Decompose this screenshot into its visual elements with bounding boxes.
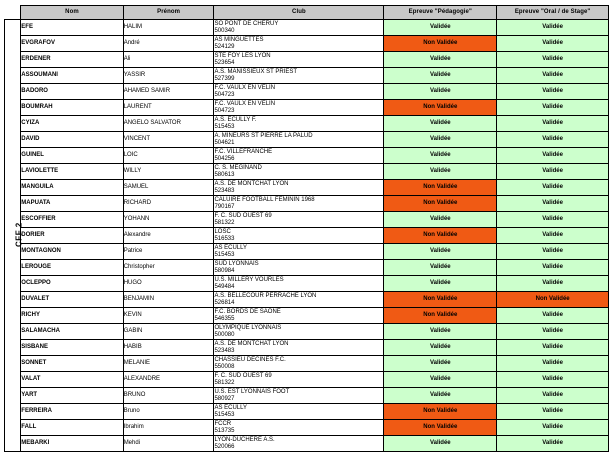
club-number: 580613 (214, 171, 235, 178)
club-name: CALUIRE FOOTBALL FEMININ 1968 (214, 196, 315, 203)
club-name: SO PONT DE CHERUY (214, 20, 279, 27)
status-badge-oral-stage: Validée (497, 132, 609, 148)
cell-prenom: GABIN (123, 324, 214, 340)
side-header-spacer (5, 6, 21, 20)
cell-club (214, 100, 384, 116)
table-row (5, 404, 609, 420)
club-number: 523483 (214, 347, 235, 354)
status-badge-oral-stage: Validée (497, 420, 609, 436)
cell-nom: MEBARKI (21, 436, 123, 452)
status-badge-pedagogie: Non Validée (384, 180, 497, 196)
cell-club (214, 68, 384, 84)
cell-nom: FERREIRA (21, 404, 123, 420)
cell-nom: SONNET (21, 356, 123, 372)
club-name: F.C. VILLEFRANCHE (214, 148, 273, 155)
cell-prenom: LAURENT (123, 100, 214, 116)
status-badge-pedagogie: Validée (384, 164, 497, 180)
club-number: 504256 (214, 155, 235, 162)
club-number: 504723 (214, 91, 235, 98)
table-header (5, 6, 609, 20)
cell-club (214, 372, 384, 388)
cell-nom: OCLEPPO (21, 276, 123, 292)
club-number: 520066 (214, 443, 235, 450)
table-body (5, 20, 609, 452)
cell-prenom: KEVIN (123, 308, 214, 324)
cell-club (214, 36, 384, 52)
table-row (5, 388, 609, 404)
club-name: A.S. MANISSIEUX ST PRIEST (214, 68, 298, 75)
cell-club (214, 244, 384, 260)
status-badge-oral-stage: Validée (497, 244, 609, 260)
club-name: U.S. EST LYONNAIS FOOT (214, 388, 290, 395)
club-name: FCCR (214, 420, 232, 427)
club-name: LOSC (214, 228, 231, 235)
status-badge-pedagogie: Validée (384, 436, 497, 452)
club-number: 580984 (214, 267, 235, 274)
status-badge-pedagogie: Validée (384, 148, 497, 164)
status-badge-pedagogie: Validée (384, 212, 497, 228)
status-badge-oral-stage: Validée (497, 36, 609, 52)
cell-club (214, 324, 384, 340)
club-number: 513735 (214, 427, 235, 434)
cell-prenom: AHAMED SAMIR (123, 84, 214, 100)
cell-club (214, 356, 384, 372)
cell-club (214, 180, 384, 196)
status-badge-pedagogie: Validée (384, 276, 497, 292)
table-row (5, 116, 609, 132)
status-badge-oral-stage: Validée (497, 148, 609, 164)
cell-nom: LAVIOLETTE (21, 164, 123, 180)
club-name: F. C. SUD OUEST 69 (214, 212, 272, 219)
cell-club (214, 436, 384, 452)
club-number: 504723 (214, 107, 235, 114)
section-side-label: CFF 2 (14, 221, 24, 247)
table-row (5, 420, 609, 436)
cell-prenom: André (123, 36, 214, 52)
cell-prenom: HUGO (123, 276, 214, 292)
cell-prenom: WILLY (123, 164, 214, 180)
cell-club (214, 404, 384, 420)
status-badge-oral-stage: Validée (497, 388, 609, 404)
cell-nom: YART (21, 388, 123, 404)
club-number: 515453 (214, 123, 235, 130)
club-name: C. S. MEGINAND (214, 164, 262, 171)
club-name: LYON-DUCHERE A.S. (214, 436, 275, 443)
club-number: 580927 (214, 395, 235, 402)
column-header-nom: Nom (21, 6, 123, 20)
cell-prenom: BRUNO (123, 388, 214, 404)
status-badge-pedagogie: Validée (384, 84, 497, 100)
club-number: 581322 (214, 379, 235, 386)
status-badge-oral-stage: Validée (497, 260, 609, 276)
status-badge-oral-stage: Validée (497, 116, 609, 132)
cell-prenom: YOHANN (123, 212, 214, 228)
cell-club (214, 148, 384, 164)
table-header-row (5, 6, 609, 20)
status-badge-oral-stage: Validée (497, 276, 609, 292)
table-row (5, 52, 609, 68)
status-badge-oral-stage: Validée (497, 372, 609, 388)
table-row (5, 20, 609, 36)
cell-prenom: SAMUEL (123, 180, 214, 196)
cell-prenom: Mehdi (123, 436, 214, 452)
status-badge-oral-stage: Validée (497, 100, 609, 116)
cell-nom: MANGUILA (21, 180, 123, 196)
status-badge-oral-stage: Non Validée (497, 292, 609, 308)
cell-club (214, 388, 384, 404)
cell-prenom: Bruno (123, 404, 214, 420)
table-row (5, 196, 609, 212)
club-name: A. MINEURS ST PIERRE LA PALUD (214, 132, 313, 139)
cell-club (214, 212, 384, 228)
cell-prenom: LOIC (123, 148, 214, 164)
cell-nom: GUINEL (21, 148, 123, 164)
cell-club (214, 276, 384, 292)
cell-club (214, 132, 384, 148)
cell-nom: SALAMACHA (21, 324, 123, 340)
table-row (5, 212, 609, 228)
table-row (5, 180, 609, 196)
club-name: OLYMPIQUE LYONNAIS (214, 324, 282, 331)
cell-prenom: MELANIE (123, 356, 214, 372)
cell-nom: LEROUGE (21, 260, 123, 276)
club-number: 546355 (214, 315, 235, 322)
table-row (5, 372, 609, 388)
status-badge-oral-stage: Validée (497, 356, 609, 372)
cell-prenom: Christopher (123, 260, 214, 276)
club-name: SUD LYONNAIS (214, 260, 259, 267)
status-badge-oral-stage: Validée (497, 164, 609, 180)
cell-prenom: YASSIR (123, 68, 214, 84)
column-header-epreuve-pedagogie: Epreuve "Pédagogie" (384, 6, 497, 20)
club-number: 504621 (214, 139, 235, 146)
cell-prenom: ALEXANDRE (123, 372, 214, 388)
table-row (5, 148, 609, 164)
status-badge-pedagogie: Validée (384, 388, 497, 404)
club-number: 527399 (214, 75, 235, 82)
status-badge-pedagogie: Validée (384, 260, 497, 276)
club-number: 515453 (214, 411, 235, 418)
table-row (5, 356, 609, 372)
cell-nom: VALAT (21, 372, 123, 388)
club-number: 524129 (214, 43, 235, 50)
status-badge-pedagogie: Non Validée (384, 100, 497, 116)
status-badge-pedagogie: Validée (384, 20, 497, 36)
table-row (5, 260, 609, 276)
club-name: CHASSIEU DECINES F.C. (214, 356, 286, 363)
status-badge-oral-stage: Validée (497, 52, 609, 68)
cell-prenom: Ali (123, 52, 214, 68)
status-badge-oral-stage: Validée (497, 212, 609, 228)
cell-club (214, 164, 384, 180)
table-row (5, 340, 609, 356)
cell-club (214, 340, 384, 356)
club-name: AS ECULLY (214, 404, 248, 411)
club-name: AS MINGUETTES (214, 36, 264, 43)
table-row (5, 68, 609, 84)
cell-prenom: BENJAMIN (123, 292, 214, 308)
cell-nom: ASSOUMANI (21, 68, 123, 84)
status-badge-oral-stage: Validée (497, 324, 609, 340)
club-number: 516533 (214, 235, 235, 242)
cell-club (214, 260, 384, 276)
status-badge-oral-stage: Validée (497, 436, 609, 452)
status-badge-pedagogie: Validée (384, 244, 497, 260)
club-number: 500340 (214, 27, 235, 34)
status-badge-pedagogie: Non Validée (384, 196, 497, 212)
cell-prenom: RICHARD (123, 196, 214, 212)
cell-nom: DUVALET (21, 292, 123, 308)
candidates-table (4, 5, 609, 452)
club-name: A.S. DE MONTCHAT LYON (214, 340, 289, 347)
club-name: AS ECULLY (214, 244, 248, 251)
status-badge-oral-stage: Validée (497, 20, 609, 36)
status-badge-pedagogie: Validée (384, 324, 497, 340)
status-badge-oral-stage: Validée (497, 68, 609, 84)
table-row (5, 324, 609, 340)
cell-nom: ESCOFFIER (21, 212, 123, 228)
table-row (5, 84, 609, 100)
table-row (5, 100, 609, 116)
status-badge-pedagogie: Validée (384, 132, 497, 148)
status-badge-oral-stage: Validée (497, 228, 609, 244)
cell-nom: RICHY (21, 308, 123, 324)
status-badge-oral-stage: Validée (497, 308, 609, 324)
club-number: 790167 (214, 203, 235, 210)
table-row (5, 292, 609, 308)
cell-club (214, 308, 384, 324)
column-header-club: Club (214, 6, 384, 20)
status-badge-pedagogie: Validée (384, 372, 497, 388)
cell-club (214, 292, 384, 308)
club-name: A.S. BELLECOUR PERRACHE LYON (214, 292, 317, 299)
club-number: 523483 (214, 187, 235, 194)
table-row (5, 436, 609, 452)
cell-club (214, 20, 384, 36)
club-number: 500080 (214, 331, 235, 338)
column-header-epreuve-oral-stage: Epreuve "Oral / de Stage" (497, 6, 609, 20)
cell-nom: EFE (21, 20, 123, 36)
status-badge-oral-stage: Validée (497, 84, 609, 100)
club-name: U.S. MILLERY VOURLES (214, 276, 284, 283)
cell-club (214, 116, 384, 132)
status-badge-pedagogie: Validée (384, 52, 497, 68)
status-badge-pedagogie: Non Validée (384, 36, 497, 52)
cell-prenom: ANGELO SALVATOR (123, 116, 214, 132)
cell-prenom: HALIM (123, 20, 214, 36)
table-row (5, 276, 609, 292)
cell-nom: BADORO (21, 84, 123, 100)
cell-club (214, 52, 384, 68)
cell-club (214, 84, 384, 100)
club-number: 550008 (214, 363, 235, 370)
section-side-label-cell (5, 20, 24, 452)
club-name: STE FOY LES LYON (214, 52, 271, 59)
status-badge-pedagogie: Non Validée (384, 420, 497, 436)
club-number: 526814 (214, 299, 235, 306)
cell-club (214, 196, 384, 212)
table-row (5, 308, 609, 324)
table-row (5, 164, 609, 180)
club-number: 515453 (214, 251, 235, 258)
table-row (5, 244, 609, 260)
status-badge-pedagogie: Non Validée (384, 292, 497, 308)
club-name: A.S. ECULLY F. (214, 116, 257, 123)
status-badge-oral-stage: Validée (497, 180, 609, 196)
club-name: F.C. VAULX EN VELIN (214, 100, 276, 107)
column-header-prenom: Prénom (123, 6, 214, 20)
cell-club (214, 420, 384, 436)
status-badge-oral-stage: Validée (497, 404, 609, 420)
status-badge-pedagogie: Validée (384, 340, 497, 356)
cell-nom: EVGRAFOV (21, 36, 123, 52)
club-name: F.C. BORDS DE SAONE (214, 308, 281, 315)
table-row (5, 132, 609, 148)
cell-nom: BOUMRAH (21, 100, 123, 116)
status-badge-pedagogie: Validée (384, 356, 497, 372)
cell-prenom: HABIB (123, 340, 214, 356)
cell-prenom: Ibrahim (123, 420, 214, 436)
status-badge-pedagogie: Validée (384, 116, 497, 132)
cell-nom: DAVID (21, 132, 123, 148)
status-badge-pedagogie: Non Validée (384, 308, 497, 324)
club-name: A.S. DE MONTCHAT LYON (214, 180, 289, 187)
status-badge-oral-stage: Validée (497, 196, 609, 212)
cell-nom: FALL (21, 420, 123, 436)
status-badge-pedagogie: Validée (384, 68, 497, 84)
club-name: F. C. SUD OUEST 69 (214, 372, 272, 379)
cell-nom: SISBANE (21, 340, 123, 356)
club-number: 549484 (214, 283, 235, 290)
table-row (5, 36, 609, 52)
status-badge-oral-stage: Validée (497, 340, 609, 356)
table-row (5, 228, 609, 244)
club-number: 523654 (214, 59, 235, 66)
cell-nom: CYIZA (21, 116, 123, 132)
cell-prenom: Alexandre (123, 228, 214, 244)
status-badge-pedagogie: Non Validée (384, 228, 497, 244)
cell-prenom: VINCENT (123, 132, 214, 148)
club-name: F.C. VAULX EN VELIN (214, 84, 276, 91)
cell-nom: ERDENER (21, 52, 123, 68)
status-badge-pedagogie: Non Validée (384, 404, 497, 420)
cell-nom: MONTAGNON (21, 244, 123, 260)
cell-nom: MAPUATA (21, 196, 123, 212)
cell-club (214, 228, 384, 244)
cell-prenom: Patrice (123, 244, 214, 260)
club-number: 581322 (214, 219, 235, 226)
cell-nom: DORIER (21, 228, 123, 244)
